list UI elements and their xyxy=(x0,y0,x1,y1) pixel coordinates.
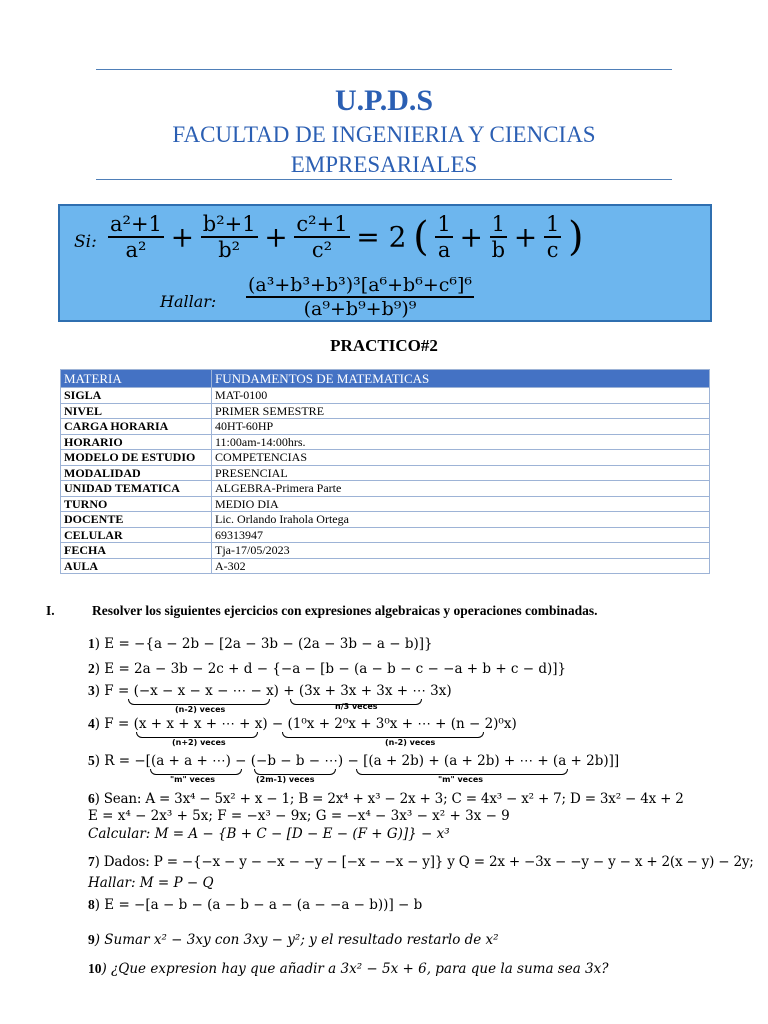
university-title: U.P.D.S xyxy=(334,84,434,117)
section-heading xyxy=(46,603,597,619)
exercise-7: 7) Dados: P = −{−x − y − −x − −y − [−x − −x − y]} y Q = 2x + −3x − −y − y − x + 2(x − y) − 2y; xyxy=(88,854,754,870)
table-row: MODALIDAD PRESENCIAL xyxy=(61,465,710,481)
exercise-6-line-3: Calcular: M = A − {B + C − [D − E − (F + G)]} − x³ xyxy=(88,826,450,842)
underbrace-label: (n-2) veces xyxy=(385,738,436,747)
exercise-6-line-2: E = x⁴ − 2x³ + 5x; F = −x³ − 9x; G = −x⁴ − 3x³ − x² + 3x − 9 xyxy=(88,808,510,824)
underbrace-label: (2m-1) veces xyxy=(256,775,315,784)
underbrace-label: "m" veces xyxy=(170,775,216,784)
table-row: DOCENTE Lic. Orlando Irahola Ortega xyxy=(61,512,710,528)
underbrace-label: (n-2) veces xyxy=(175,705,226,714)
table-row: TURNO MEDIO DIA xyxy=(61,496,710,512)
table-row: SIGLA MAT-0100 xyxy=(61,388,710,404)
table-row: HORARIO 11:00am-14:00hrs. xyxy=(61,434,710,450)
table-row: UNIDAD TEMATICA ALGEBRA-Primera Parte xyxy=(61,481,710,497)
recip-a: $\frac{1}{a}$ xyxy=(437,212,451,262)
section-instruction: Resolver los siguientes ejercicios con expresiones algebraicas y operaciones combinadas. xyxy=(92,603,598,618)
table-header-value: FUNDAMENTOS DE MATEMATICAS xyxy=(212,370,710,388)
table-row: MODELO DE ESTUDIO COMPETENCIAS xyxy=(61,450,710,466)
exercise-4: 4) F = (x + x + x + ⋯ + x) − (1⁰x + 2⁰x + 3⁰x + ⋯ + (n − 2)⁰x) xyxy=(88,716,517,732)
term-b: $\frac{\text{b²+1}}{\text{b²}}$ xyxy=(202,212,256,262)
faculty-title: FACULTAD DE INGENIERIA Y CIENCIAS EMPRESARIALES xyxy=(172,122,596,177)
si-label: Si: xyxy=(74,232,97,252)
hallar-fraction: $\frac{\text{(a³+b³+b³)³[a⁶+b⁶+c⁶]⁶}}{\text{(a⁹+b⁹+b⁹)⁹}}$ xyxy=(248,274,473,320)
exercise-9: 9) Sumar x² − 3xy con 3xy − y²; y el resultado restarlo de x² xyxy=(88,932,499,948)
table-header-row xyxy=(61,370,710,388)
course-info-table xyxy=(60,369,710,574)
underbrace-label: (n+2) veces xyxy=(172,738,226,747)
hallar-label: Hallar: xyxy=(160,292,217,311)
term-c: $\frac{\text{c²+1}}{\text{c²}}$ xyxy=(296,212,348,262)
table-row: FECHA Tja-17/05/2023 xyxy=(61,543,710,559)
exercise-10: 10) ¿Que expresion hay que añadir a 3x² − 5x + 6, para que la suma sea 3x? xyxy=(88,961,609,977)
table-row: NIVEL PRIMER SEMESTRE xyxy=(61,403,710,419)
table-header-key: MATERIA xyxy=(61,370,212,388)
exercise-3: 3) F = (−x − x − x − ⋯ − x) + (3x + 3x + 3x + ⋯ 3x) xyxy=(88,683,452,699)
exercise-1: 1) E = −{a − 2b − [2a − 3b − (2a − 3b − a − b)]} xyxy=(88,636,433,652)
section-number: I. xyxy=(46,603,55,618)
practice-title: PRACTICO#2 xyxy=(330,336,438,355)
bottom-rule xyxy=(96,179,672,180)
top-rule xyxy=(96,69,672,70)
table-row: CELULAR 69313947 xyxy=(61,527,710,543)
exercise-2: 2) E = 2a − 3b − 2c + d − {−a − [b − (a − b − c − −a + b + c − d)]} xyxy=(88,661,567,677)
formula-banner xyxy=(58,204,712,322)
recip-b: $\frac{1}{b}$ xyxy=(491,212,506,262)
given-equation: $\frac{\text{a²+1}}{\text{a²}}$ + $\frac{\text{b²+1}}{\text{b²}}$ + $\frac{\text{c²+1}}{\text{c²}}$ = 2 ( $\frac{1}{a}$ + $\frac{1}{b}$ + $\frac{1}{c}$ ) xyxy=(110,212,584,262)
underbrace-label: "m" veces xyxy=(438,775,484,784)
underbrace xyxy=(282,732,484,738)
exercise-7-line-2: Hallar: M = P − Q xyxy=(88,875,214,891)
underbrace-label: n/3 veces xyxy=(335,702,378,711)
table-row: AULA A-302 xyxy=(61,558,710,574)
exercise-8: 8) E = −[a − b − (a − b − a − (a − −a − b))] − b xyxy=(88,897,423,913)
exercise-6: 6) Sean: A = 3x⁴ − 5x² + x − 1; B = 2x⁴ + x³ − 2x + 3; C = 4x³ − x² + 7; D = 3x² − 4x + 2 xyxy=(88,791,684,807)
exercise-5: 5) R = −[(a + a + ⋯) − (−b − b − ⋯) − [(a + 2b) + (a + 2b) + ⋯ + (a + 2b)]] xyxy=(88,753,620,769)
recip-c: $\frac{1}{c}$ xyxy=(545,212,560,262)
term-a: $\frac{\text{a²+1}}{\text{a²}}$ xyxy=(110,212,162,262)
table-row: CARGA HORARIA 40HT-60HP xyxy=(61,419,710,435)
